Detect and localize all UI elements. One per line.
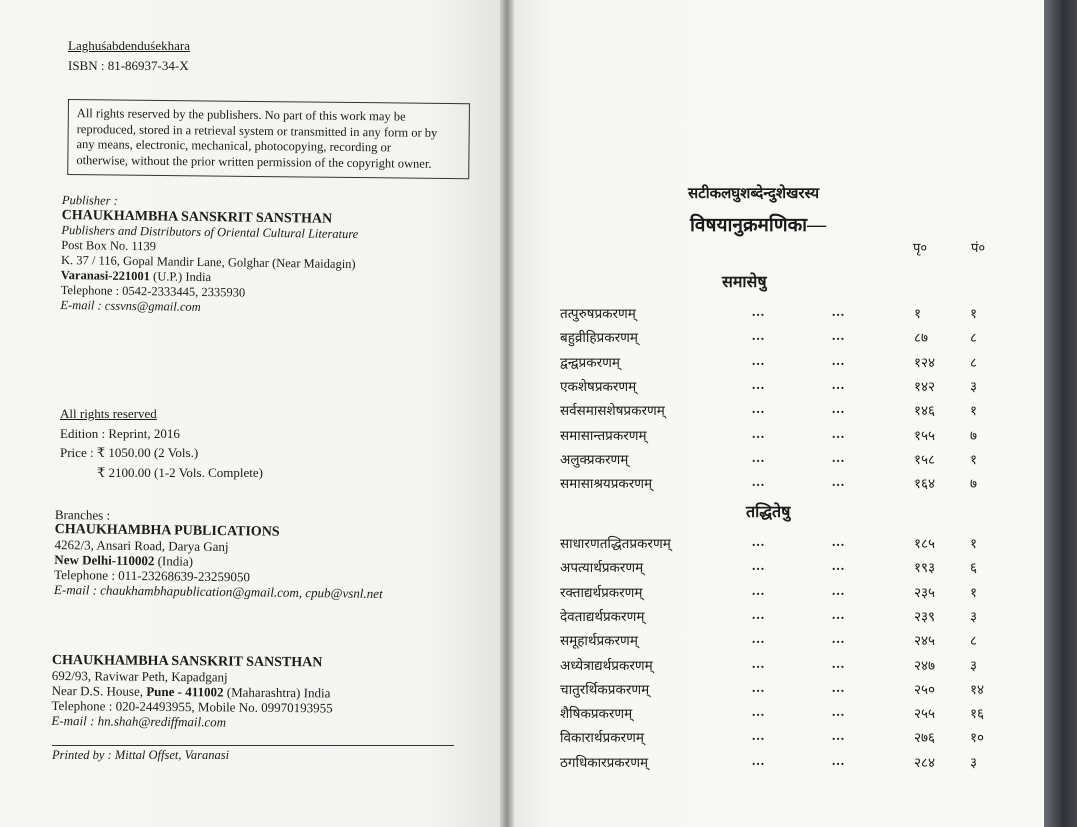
leader-dots: ... xyxy=(752,704,766,720)
publisher-telephone: Telephone : 0542-2333445, 2335930 xyxy=(60,282,246,300)
toc-row xyxy=(552,704,992,724)
edition-block xyxy=(60,404,263,482)
toc-entry-name: सर्वसमासशेषप्रकरणम् xyxy=(560,403,665,419)
leader-dots: ... xyxy=(832,631,846,647)
branches-label: Branches : xyxy=(54,507,111,523)
toc-line-number: ८ xyxy=(970,354,978,370)
pune-near: Near D.S. House, xyxy=(51,682,144,699)
publisher-tagline: Publishers and Distributors of Oriental Cultural Literature xyxy=(61,222,359,242)
isbn: ISBN : 81-86937-34-X xyxy=(68,58,189,73)
toc-line-number: ८ xyxy=(970,330,978,346)
edition-line: Edition : Reprint, 2016 xyxy=(60,425,180,441)
toc-entry-name: अध्येत्राद्यर्थप्रकरणम् xyxy=(560,657,653,673)
pune-city: Pune - 411002 xyxy=(146,683,224,700)
leader-dots: ... xyxy=(832,704,846,720)
col-sutra-header: पं० xyxy=(971,240,986,255)
toc-entry-name: शैषिकप्रकरणम् xyxy=(560,706,633,722)
pune-telephone: Telephone : 020-24493955, Mobile No. 09970193955 xyxy=(51,697,333,716)
leader-dots: ... xyxy=(832,449,846,465)
branch-telephone: Telephone : 011-23268639-23259050 xyxy=(54,566,251,585)
toc-entry-name: बहुव्रीहिप्रकरणम् xyxy=(560,330,638,346)
toc-row xyxy=(552,656,992,676)
price-line-1 xyxy=(60,443,263,463)
toc-line-number: ३ xyxy=(970,378,978,394)
leader-dots: ... xyxy=(752,582,766,598)
toc-line-number: ३ xyxy=(970,608,978,624)
rights-notice-line: any means, electronic, mechanical, photocopying, recording or xyxy=(76,137,392,155)
printed-by: Printed by : Mittal Offset, Varanasi xyxy=(52,748,230,762)
leader-dots: ... xyxy=(832,606,846,622)
toc-entry-name: समूहार्थप्रकरणम् xyxy=(560,633,638,649)
toc-row xyxy=(552,558,992,578)
leader-dots: ... xyxy=(752,401,766,417)
book-title: Laghuśabdenduśekhara xyxy=(68,38,191,53)
toc-row xyxy=(552,328,992,348)
toc-line-number: ७ xyxy=(970,427,978,443)
publisher-block xyxy=(60,193,358,317)
publisher-address: K. 37 / 116, Gopal Mandir Lane, Golghar (Near Maidagin) xyxy=(60,252,356,272)
toc-line-number: ७ xyxy=(970,476,978,492)
branch-address: 4262/3, Ansari Road, Darya Ganj xyxy=(54,536,229,555)
leader-dots: ... xyxy=(752,752,766,768)
toc-entry-name: समासान्तप्रकरणम् xyxy=(560,427,647,443)
toc-page-number: १४२ xyxy=(914,378,936,394)
toc-row xyxy=(552,401,992,421)
rights-notice-line: otherwise, without the prior written permission of the copyright owner. xyxy=(76,152,432,171)
pune-address: 692/93, Raviwar Peth, Kapadganj xyxy=(51,667,228,685)
section-heading: तद्धितेषु xyxy=(746,504,791,521)
publisher-city: Varanasi-221001 xyxy=(60,267,151,284)
book-gutter xyxy=(500,0,514,827)
leader-dots: ... xyxy=(752,679,766,695)
pune-email: E-mail : hn.shah@rediffmail.com xyxy=(51,712,227,730)
price-label: Price : xyxy=(60,445,94,460)
leader-dots: ... xyxy=(752,449,766,465)
toc-page-number: २४७ xyxy=(914,657,936,673)
toc-row xyxy=(552,353,992,373)
toc-page-number: ८७ xyxy=(914,330,929,346)
toc-entry-name: समासाश्रयप्रकरणम् xyxy=(560,476,653,492)
section-heading: समासेषु xyxy=(722,274,767,291)
rights-notice-line: All rights reserved by the publishers. No part of this work may be xyxy=(76,106,406,124)
toc-page-number: १५८ xyxy=(914,451,936,467)
col-page-header: पृ० xyxy=(913,240,928,255)
toc-heading: सटीकलघुशब्देन्दुशेखरस्य xyxy=(688,186,820,202)
toc-page-number: १२४ xyxy=(914,354,936,370)
toc-entry-name: तत्पुरुषप्रकरणम् xyxy=(560,306,636,321)
toc-entry-name: रक्ताद्यर्थप्रकरणम् xyxy=(560,584,643,600)
leader-dots: ... xyxy=(832,474,846,490)
leader-dots: ... xyxy=(832,679,846,695)
leader-dots: ... xyxy=(832,655,846,671)
left-page xyxy=(0,0,500,827)
toc-page-number: २७६ xyxy=(914,730,936,746)
pune-branch-block xyxy=(51,653,333,730)
leader-dots: ... xyxy=(752,425,766,441)
divider xyxy=(52,745,454,746)
page-edge xyxy=(1044,0,1077,827)
toc-line-number: ६ xyxy=(970,560,978,576)
leader-dots: ... xyxy=(832,728,846,744)
leader-dots: ... xyxy=(832,425,846,441)
branch-city: New Delhi-110002 xyxy=(54,551,155,569)
toc-row xyxy=(552,426,992,446)
toc-page-number: २५५ xyxy=(914,706,936,722)
branches-block xyxy=(54,507,384,601)
toc-line-number: ३ xyxy=(970,754,978,770)
leader-dots: ... xyxy=(752,655,766,671)
toc-entry-name: द्वन्द्वप्रकरणम् xyxy=(560,354,620,370)
toc-entry-name: देवताद्यर्थप्रकरणम् xyxy=(560,608,645,624)
price-complete: ₹ 2100.00 (1-2 Vols. Complete) xyxy=(97,464,263,480)
toc-entry-name: अलुक्प्रकरणम् xyxy=(560,451,629,467)
toc-page-number: २८४ xyxy=(914,754,936,770)
toc-page-number: २३९ xyxy=(914,608,936,624)
toc-entry-name: साधारणतद्धितप्रकरणम् xyxy=(560,536,671,551)
toc-row xyxy=(552,728,992,748)
leader-dots: ... xyxy=(752,328,766,344)
leader-dots: ... xyxy=(752,474,766,490)
publisher-email: E-mail : cssvns@gmail.com xyxy=(60,297,201,314)
toc-row xyxy=(552,450,992,470)
toc-line-number: १ xyxy=(970,451,978,467)
toc-page-number: २४५ xyxy=(914,633,936,649)
toc-line-number: १६ xyxy=(970,706,985,722)
branch-country: (India) xyxy=(157,553,194,569)
leader-dots: ... xyxy=(752,534,766,549)
leader-dots: ... xyxy=(832,328,846,344)
toc-entry-name: ठगधिकारप्रकरणम् xyxy=(560,754,649,770)
leader-dots: ... xyxy=(832,352,846,368)
toc-row xyxy=(552,474,992,494)
rights-notice-box xyxy=(67,99,470,179)
toc-line-number: ३ xyxy=(970,657,978,673)
toc-line-number: १ xyxy=(970,306,978,321)
toc-row xyxy=(552,377,992,397)
leader-dots: ... xyxy=(752,376,766,392)
rights-notice-line: reproduced, stored in a retrieval system or transmitted in any form or by xyxy=(76,121,438,140)
leader-dots: ... xyxy=(832,534,846,549)
publisher-label: Publisher : xyxy=(61,193,118,208)
leader-dots: ... xyxy=(752,728,766,744)
leader-dots: ... xyxy=(832,752,846,768)
pune-region: (Maharashtra) India xyxy=(226,684,331,701)
price-two-vols: ₹ 1050.00 (2 Vols.) xyxy=(96,445,199,460)
toc-line-number: ८ xyxy=(970,633,978,649)
toc-row xyxy=(552,631,992,651)
toc-page-number: १८५ xyxy=(914,536,936,551)
publisher-state: (U.P.) India xyxy=(153,269,212,285)
leader-dots: ... xyxy=(832,558,846,574)
toc-entry-name: अपत्यार्थप्रकरणम् xyxy=(560,560,644,576)
toc-entry-name: एकशेषप्रकरणम् xyxy=(560,378,637,394)
toc-page-number: १६४ xyxy=(914,476,936,492)
toc-line-number: १ xyxy=(970,536,978,551)
pune-name: CHAUKHAMBHA SANSKRIT SANSTHAN xyxy=(51,653,323,671)
toc-line-number: १४ xyxy=(970,681,985,697)
branch-email: E-mail : chaukhambhapublication@gmail.com, cpub@vsnl.net xyxy=(53,581,383,602)
toc-title: विषयानुक्रमणिका— xyxy=(690,215,827,236)
rights-reserved: All rights reserved xyxy=(60,406,157,421)
toc-row xyxy=(552,583,992,603)
toc-page-number: २५० xyxy=(914,681,936,697)
toc-page-number: २३५ xyxy=(914,584,936,600)
toc-row xyxy=(552,607,992,627)
leader-dots: ... xyxy=(752,304,766,319)
publisher-po-box: Post Box No. 1139 xyxy=(61,237,157,254)
toc-row xyxy=(552,753,992,773)
leader-dots: ... xyxy=(832,401,846,417)
leader-dots: ... xyxy=(752,558,766,574)
toc-page-number: १ xyxy=(914,306,922,321)
toc-entry-name: चातुरर्थिकप्रकरणम् xyxy=(560,681,650,697)
leader-dots: ... xyxy=(832,582,846,598)
toc-row xyxy=(552,304,992,324)
toc-row xyxy=(552,534,992,554)
toc-line-number: १ xyxy=(970,584,978,600)
toc-page-number: १४६ xyxy=(914,403,936,419)
leader-dots: ... xyxy=(752,631,766,647)
branch-name: CHAUKHAMBHA PUBLICATIONS xyxy=(54,521,280,540)
leader-dots: ... xyxy=(832,304,846,319)
toc-page-number: १५५ xyxy=(914,427,936,443)
toc-page-number: १९३ xyxy=(914,560,936,576)
publisher-name: CHAUKHAMBHA SANSKRIT SANSTHAN xyxy=(61,207,333,227)
toc-entry-name: विकारार्थप्रकरणम् xyxy=(560,730,644,746)
toc-line-number: १० xyxy=(970,730,985,746)
leader-dots: ... xyxy=(832,376,846,392)
toc-row xyxy=(552,680,992,700)
toc-line-number: १ xyxy=(970,403,978,419)
leader-dots: ... xyxy=(752,606,766,622)
leader-dots: ... xyxy=(752,352,766,368)
